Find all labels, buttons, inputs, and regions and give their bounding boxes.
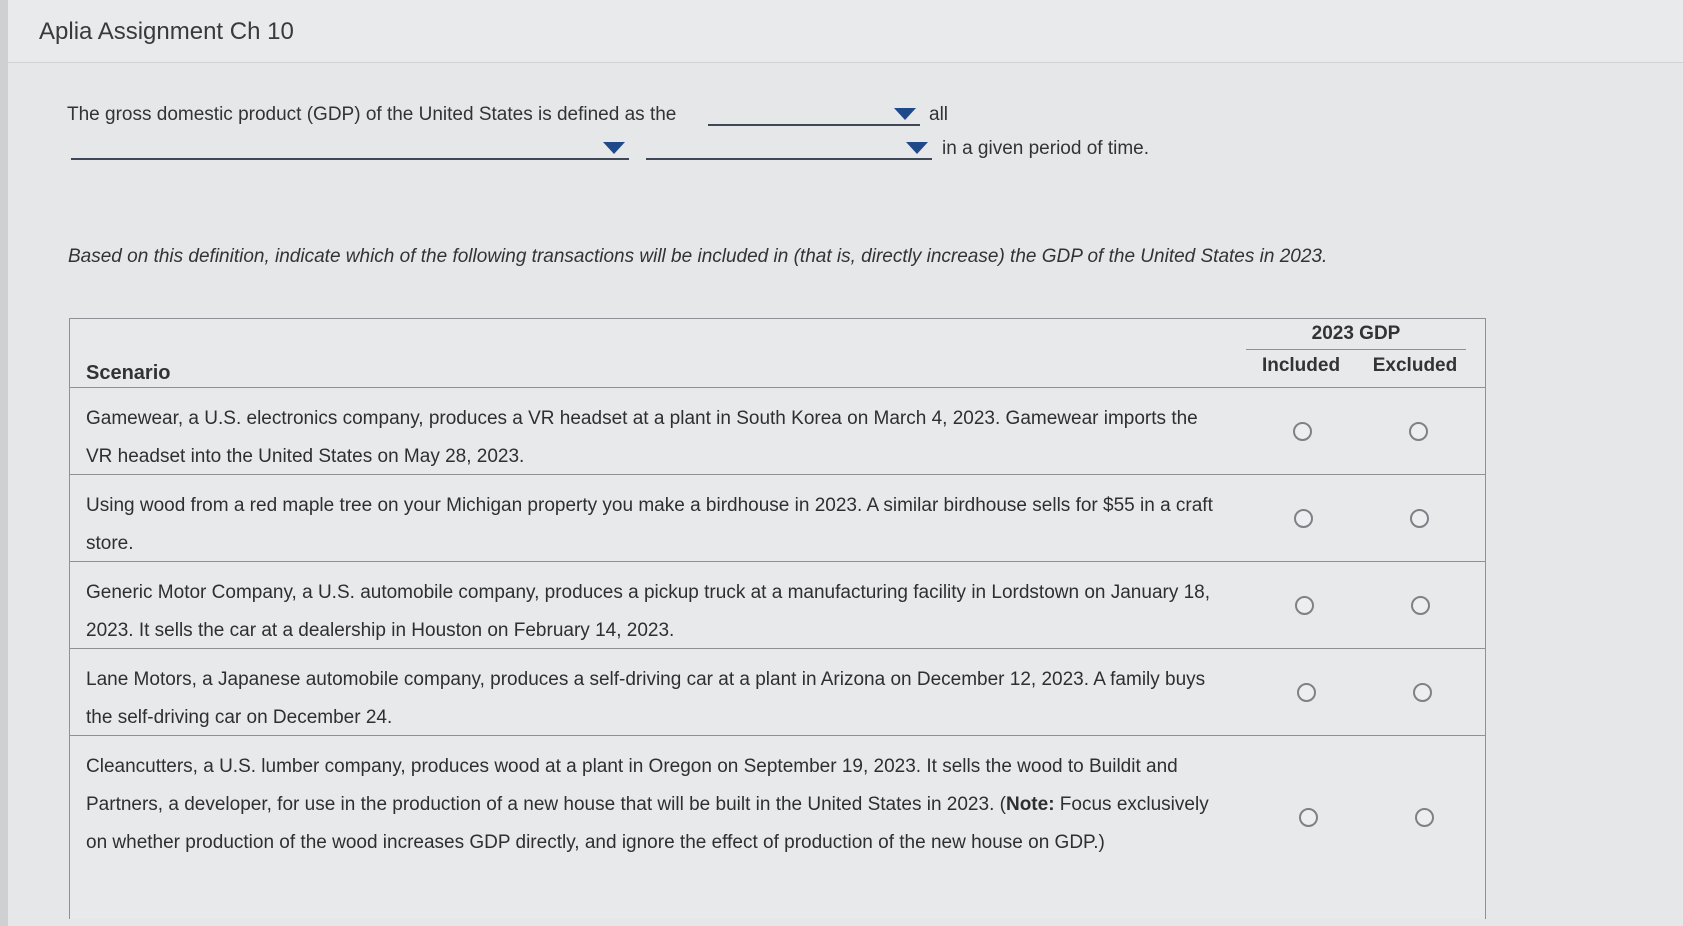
note-label: Note: [1005, 794, 1055, 815]
scenario-text: Lane Motors, a Japanese automobile company, produces a self-driving car at a plant in Arizona on December 12, 2023. A family buys the self-driving car on December 24. [86, 669, 1206, 728]
header-included: Included [1261, 355, 1341, 376]
question-connector: all [929, 104, 949, 125]
table-row [70, 562, 1485, 649]
scenario-text: Using wood from a red maple tree on your Michigan property you make a birdhouse in 2023. A similar birdhouse sells for $55 in a craft store. [86, 495, 1213, 554]
header-2023-gdp: 2023 GDP [1246, 323, 1466, 350]
excluded-radio[interactable] [1413, 683, 1432, 702]
question-suffix: in a given period of time. [942, 138, 1150, 159]
excluded-radio[interactable] [1409, 422, 1428, 441]
excluded-radio[interactable] [1415, 808, 1434, 827]
header-scenario: Scenario [86, 362, 171, 384]
scenario-main-text: Cleancutters, a U.S. lumber company, produces wood at a plant in Oregon on September 19, 2023. It sells the wood to Buildit and Partners, a developer, for use in the production of a new house that will be built in the United States in 2023. [86, 756, 1178, 815]
question-prefix: The gross domestic product (GDP) of the United States is defined as the [67, 104, 677, 125]
gdp-definition-dropdown-1[interactable] [708, 100, 920, 126]
chevron-down-icon [603, 142, 625, 154]
included-radio[interactable] [1295, 596, 1314, 615]
excluded-radio[interactable] [1411, 596, 1430, 615]
included-radio[interactable] [1294, 509, 1313, 528]
assignment-header [8, 0, 1683, 63]
assignment-title: Aplia Assignment Ch 10 [39, 18, 294, 45]
chevron-down-icon [894, 108, 916, 120]
included-radio[interactable] [1297, 683, 1316, 702]
instructions: Based on this definition, indicate which of the following transactions will be included in (that is, directly increase) the GDP of the United States in 2023. [68, 246, 1328, 267]
scenario-text: Generic Motor Company, a U.S. automobile company, produces a pickup truck at a manufacturing facility in Lordstown on January 18, 2023. It sells the car at a dealership in Houston on February 14, 2023. [86, 582, 1211, 641]
window-left-edge [0, 0, 8, 926]
scenario-text [86, 748, 1216, 862]
scenario-table [69, 318, 1486, 919]
chevron-down-icon [906, 142, 928, 154]
included-radio[interactable] [1299, 808, 1318, 827]
table-row [70, 736, 1485, 919]
table-header [70, 319, 1485, 388]
gdp-definition-dropdown-3[interactable] [646, 134, 932, 160]
scenario-text: Gamewear, a U.S. electronics company, produces a VR headset at a plant in South Korea on March 4, 2023. Gamewear imports the VR headset into the United States on May 28, 2023. [86, 408, 1198, 467]
excluded-radio[interactable] [1410, 509, 1429, 528]
table-row [70, 649, 1485, 736]
header-excluded: Excluded [1372, 355, 1458, 376]
table-row [70, 388, 1485, 475]
gdp-definition-dropdown-2[interactable] [71, 134, 629, 160]
table-row [70, 475, 1485, 562]
note-open-paren: ( [999, 794, 1006, 815]
note-text: Focus exclusively on whether production of the wood increases GDP directly, and ignore the effect of production of the new house on GDP.) [86, 794, 1209, 853]
included-radio[interactable] [1293, 422, 1312, 441]
